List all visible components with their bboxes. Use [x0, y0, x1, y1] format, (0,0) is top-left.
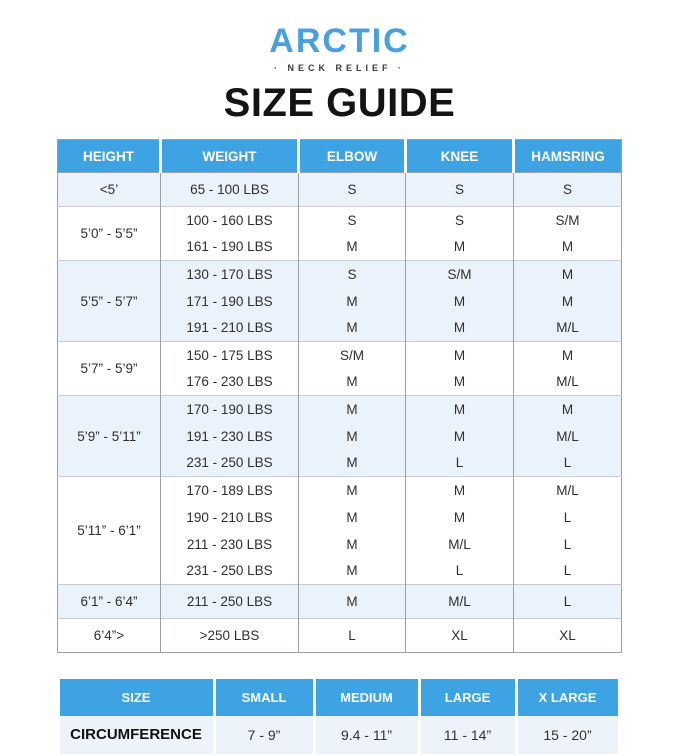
- size-row: [58, 396, 622, 423]
- circumference-value-row: [60, 716, 620, 754]
- circumference-value: 9.4 - 11”: [316, 716, 418, 754]
- elbow-cell: M: [299, 423, 406, 450]
- height-cell: 5’7” - 5’9”: [58, 342, 161, 396]
- elbow-cell: M: [299, 369, 406, 396]
- height-cell: 6’4”>: [58, 619, 161, 653]
- elbow-cell: M: [299, 558, 406, 585]
- size-row: [58, 207, 622, 234]
- hamsring-cell: M/L: [514, 369, 622, 396]
- size-guide-table-body: [58, 173, 622, 653]
- elbow-cell: L: [299, 619, 406, 653]
- knee-cell: S: [406, 173, 514, 207]
- hamsring-cell: M: [514, 234, 622, 261]
- height-cell: <5’: [99, 182, 119, 197]
- circumference-column-header-medium: MEDIUM: [316, 679, 418, 716]
- elbow-cell: M: [299, 234, 406, 261]
- column-header-height: HEIGHT: [58, 140, 161, 173]
- hamsring-cell: M: [514, 396, 622, 423]
- hamsring-cell: L: [514, 558, 622, 585]
- knee-cell: L: [406, 558, 514, 585]
- circumference-table: [60, 679, 620, 754]
- knee-cell: M: [406, 477, 514, 504]
- elbow-cell: M: [299, 504, 406, 531]
- height-cell: 5’9” - 5’11”: [58, 396, 161, 477]
- circumference-column-header-small: SMALL: [216, 679, 313, 716]
- weight-cell: >250 LBS: [161, 619, 299, 653]
- knee-cell: M: [406, 234, 514, 261]
- knee-cell: S: [406, 207, 514, 234]
- circumference-row-label: CIRCUMFERENCE: [60, 716, 213, 754]
- height-cell: 5’11” - 6’1”: [58, 477, 161, 585]
- knee-cell: M: [406, 504, 514, 531]
- circumference-column-header-x-large: X LARGE: [518, 679, 618, 716]
- elbow-cell: M: [299, 531, 406, 558]
- column-header-hamsring: HAMSRING: [514, 140, 622, 173]
- hamsring-cell: L: [514, 585, 622, 619]
- height-cell: 6’1” - 6’4”: [58, 585, 161, 619]
- hamsring-cell: L: [514, 450, 622, 477]
- circumference-value: 15 - 20”: [518, 716, 618, 754]
- column-header-weight: WEIGHT: [161, 140, 299, 173]
- circumference-column-header-size: SIZE: [60, 679, 213, 716]
- knee-cell: XL: [406, 619, 514, 653]
- column-header-elbow: ELBOW: [299, 140, 406, 173]
- knee-cell: M/L: [406, 531, 514, 558]
- weight-cell: 211 - 250 LBS: [161, 585, 299, 619]
- circumference-value: 11 - 14”: [421, 716, 515, 754]
- hamsring-cell: M: [514, 261, 622, 288]
- weight-cell: 211 - 230 LBS: [161, 531, 299, 558]
- hamsring-cell: M/L: [514, 423, 622, 450]
- weight-cell: 161 - 190 LBS: [161, 234, 299, 261]
- knee-cell: L: [406, 450, 514, 477]
- weight-cell: 171 - 190 LBS: [161, 288, 299, 315]
- knee-cell: M: [406, 423, 514, 450]
- masthead: [0, 0, 679, 123]
- height-cell: 5’5” - 5’7”: [58, 261, 161, 342]
- weight-cell: 231 - 250 LBS: [161, 558, 299, 585]
- weight-cell: 191 - 230 LBS: [161, 423, 299, 450]
- hamsring-cell: M/L: [514, 477, 622, 504]
- size-row: [58, 173, 622, 207]
- elbow-cell: S/M: [299, 342, 406, 369]
- hamsring-cell: S: [514, 173, 622, 207]
- weight-cell: 176 - 230 LBS: [161, 369, 299, 396]
- circumference-value: 7 - 9”: [216, 716, 313, 754]
- knee-cell: M/L: [406, 585, 514, 619]
- elbow-cell: S: [299, 261, 406, 288]
- knee-cell: M: [406, 315, 514, 342]
- size-guide-table: [57, 139, 622, 653]
- hamsring-cell: L: [514, 531, 622, 558]
- size-row: [58, 585, 622, 619]
- circumference-column-header-large: LARGE: [421, 679, 515, 716]
- page-title: SIZE GUIDE: [223, 81, 456, 125]
- elbow-cell: M: [299, 477, 406, 504]
- elbow-cell: S: [299, 207, 406, 234]
- elbow-cell: M: [299, 396, 406, 423]
- size-row: [58, 261, 622, 288]
- hamsring-cell: M/L: [514, 315, 622, 342]
- brand-logo: [0, 24, 679, 73]
- hamsring-cell: L: [514, 504, 622, 531]
- elbow-cell: M: [299, 288, 406, 315]
- weight-cell: 231 - 250 LBS: [161, 450, 299, 477]
- weight-cell: 190 - 210 LBS: [161, 504, 299, 531]
- weight-cell: 100 - 160 LBS: [161, 207, 299, 234]
- knee-cell: M: [406, 342, 514, 369]
- weight-cell: 170 - 190 LBS: [161, 396, 299, 423]
- brand-name: ARCTIC: [269, 22, 410, 60]
- elbow-cell: M: [299, 585, 406, 619]
- size-row: [58, 342, 622, 369]
- weight-cell: 170 - 189 LBS: [161, 477, 299, 504]
- knee-cell: M: [406, 396, 514, 423]
- elbow-cell: M: [299, 450, 406, 477]
- height-cell: 5’0” - 5’5”: [58, 207, 161, 261]
- hamsring-cell: S/M: [514, 207, 622, 234]
- weight-cell: 150 - 175 LBS: [161, 342, 299, 369]
- size-guide-table-header: [58, 140, 622, 173]
- brand-tagline: · NECK RELIEF ·: [274, 63, 405, 73]
- size-row: [58, 477, 622, 504]
- hamsring-cell: M: [514, 342, 622, 369]
- hamsring-cell: M: [514, 288, 622, 315]
- elbow-cell: S: [299, 173, 406, 207]
- weight-cell: 130 - 170 LBS: [161, 261, 299, 288]
- header-row: [58, 140, 622, 173]
- knee-cell: M: [406, 369, 514, 396]
- weight-cell: 191 - 210 LBS: [161, 315, 299, 342]
- weight-cell: 65 - 100 LBS: [161, 173, 299, 207]
- circumference-header-row: [60, 679, 620, 716]
- knee-cell: M: [406, 288, 514, 315]
- size-row: [58, 619, 622, 653]
- knee-cell: S/M: [406, 261, 514, 288]
- column-header-knee: KNEE: [406, 140, 514, 173]
- elbow-cell: M: [299, 315, 406, 342]
- hamsring-cell: XL: [514, 619, 622, 653]
